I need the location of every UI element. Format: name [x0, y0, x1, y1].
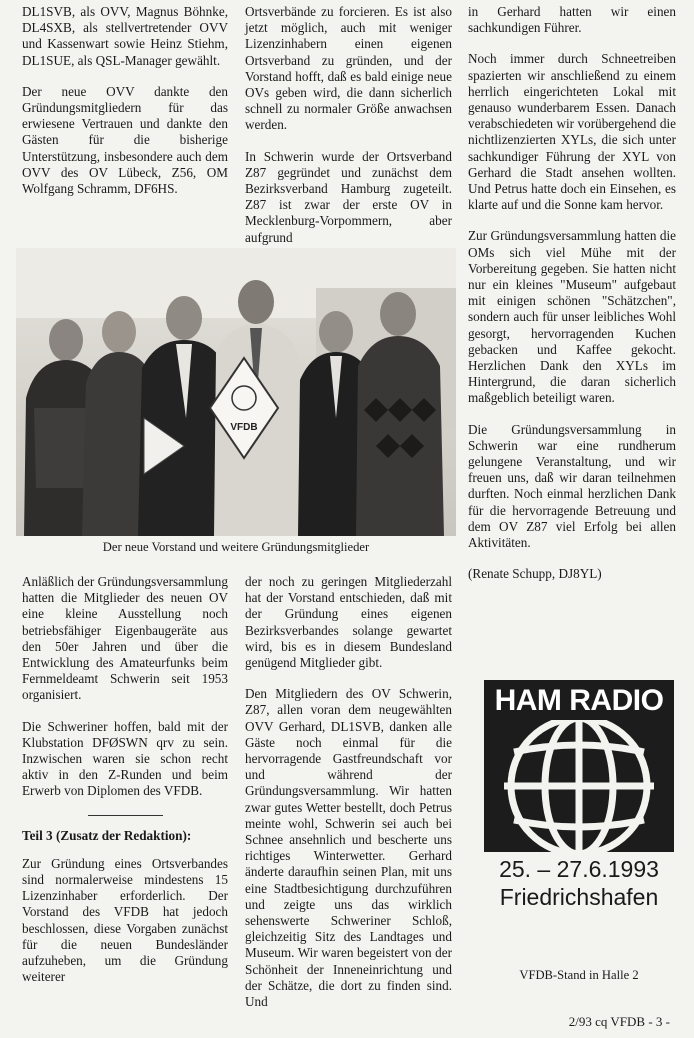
paragraph: DL1SVB, als OVV, Magnus Böhnke, DL4SXB, als stellvertretender OVV und Kassenwart sowie Heinz Stiehm, DL1SUE, als QSL-Manager gewählt. — [22, 4, 228, 68]
group-photo-illustration — [16, 248, 456, 536]
paragraph: Die Gründungsversammlung in Schwerin war eine rundherum gelungene Veranstaltung, und wir freuen uns, daß wir daran teilnehmen durften. Noch einmal herzlichen Dank für die hervorragende Betreuung und dem OV Z87 viel Erfolg bei allen Aktivitäten. — [468, 421, 676, 551]
ham-radio-advertisement — [484, 680, 674, 912]
column-2 — [245, 4, 452, 261]
paragraph: Zur Gründung eines Ortsverbandes sind normalerweise mindestens 15 Lizenzinhaber erforderlich. Der Vorstand des VFDB hat jedoch beschlossen, diese Vorgaben zunächst für die neuen Bundesländer aufzuheben, um die Gründung weiterer — [22, 855, 228, 985]
group-photo — [16, 248, 456, 536]
column-5 — [245, 574, 452, 1025]
paragraph: In Schwerin wurde der Ortsverband Z87 gegründet und zunächst dem Bezirksverband Hamburg zugeteilt. Z87 ist zwar der erste OV in Mecklenburg-Vorpommern, aber aufgrund — [245, 148, 452, 245]
column-3 — [468, 4, 676, 598]
section-heading: Teil 3 (Zusatz der Redaktion): — [22, 827, 192, 843]
paragraph: Der neue OVV dankte den Gründungsmitgliedern für das erwiesene Vertrauen und dankte den Gästen für die bisherige Unterstützung, insbesondere auch dem OVV des OV Lübeck, Z56, OM Wolfgang Schramm, DF6HS. — [22, 83, 228, 197]
paragraph: Zur Gründungsversammlung hatten die OMs sich viel Mühe mit der Vorbereitung gegeben. Sie hatten nicht nur ein kleines "Museum" aufgebaut mit einigen schönen "Schätzchen", sondern auch für unser leibliches Wohl gesorgt, hervorragenden Kuchen gebacken und Kaffee gekocht. Herzlichen Dank den XYLs im Hintergrund, die daran sicherlich maßgeblich beteiligt waren. — [468, 228, 676, 406]
paragraph: Noch immer durch Schneetreiben spazierten wir anschließend zu einem herrlich eingerichteten Lokal mit genauso wunderbarem Essen. Danach verabschiedeten wir vorübergehend die nichtlizenzierten XYLs, die sich unter sachkundiger Führung der XYL von Gerhard die Stadt ansehen wollten. Und Petrus hatte doch ein Einsehen, es klarte auf und die Sonne kam hervor. — [468, 51, 676, 213]
paragraph: Die Schweriner hoffen, bald mit der Klubstation DFØSWN qrv zu sein. Inzwischen waren sie schon recht aktiv in den Z-Runden und beim Erwerb von Diplomen des VFDB. — [22, 718, 228, 799]
photo-caption: Der neue Vorstand und weitere Gründungsmitglieder — [102, 540, 370, 554]
pennant-label: VFDB — [230, 422, 258, 433]
ad-title: HAM RADIO — [484, 680, 674, 722]
paragraph: Anläßlich der Gründungsversammlung hatten die Mitglieder des neuen OV eine kleine Ausstellung noch betriebsfähiger Eigenbaugeräte aus den 50er Jahren und über die Entwicklung des Amateurfunks beim Fernmeldeamt Schwerin seit 1953 organisiert. — [22, 574, 228, 703]
column-4 — [22, 574, 228, 1000]
paragraph: Ortsverbände zu forcieren. Es ist also jetzt möglich, auch mit weniger Lizenzinhabern einen eigenen Ortsverband zu gründen, und der Vorstand hofft, daß es bald einige neue OVs geben wird, die dann sicherlich schnell zu normaler Größe anwachsen werden. — [245, 4, 452, 133]
globe-icon — [484, 720, 674, 852]
column-1 — [22, 4, 228, 212]
paragraph: in Gerhard hatten wir einen sachkundigen Führer. — [468, 4, 676, 36]
ad-caption: VFDB-Stand in Halle 2 — [519, 968, 639, 982]
page-footer: 2/93 cq VFDB - 3 - — [568, 1014, 670, 1029]
paragraph: Den Mitgliedern des OV Schwerin, Z87, allen voran dem neugewählten OVV Gerhard, DL1SVB, danken alle Gäste noch einmal für die hervorragende Gastfreundschaft vor und während der Gründungsversammlung. Wir hatten zwar gutes Wetter bestellt, doch Petrus meinte wohl, Schwerin sei auch bei Schnee ansehnlich und bescherte uns richtiges Winterwetter. Gerhard änderte daraufhin seinen Plan, mit uns eine Stadtbesichtigung durchzuführen und zeigte uns das wirklich sehenswerte Schweriner Schloß, gleichzeitig Sitz des Landtages und Museum. Wir waren begeistert von der Schönheit der Inneneinrichtung und der Schätze, die dort zu finden sind. Und — [245, 686, 452, 1010]
ad-dates: 25. – 27.6.1993 — [499, 856, 659, 882]
section-divider — [88, 815, 163, 816]
ad-city: Friedrichshafen — [499, 884, 659, 910]
paragraph: der noch zu geringen Mitgliederzahl hat der Vorstand entschieden, daß mit der Gründung eines eigenen Bezirksverbandes solange gewartet wird, bis es in diesem Bundesland genügend Mitglieder gibt. — [245, 574, 452, 671]
author-signature: (Renate Schupp, DJ8YL) — [468, 566, 602, 582]
